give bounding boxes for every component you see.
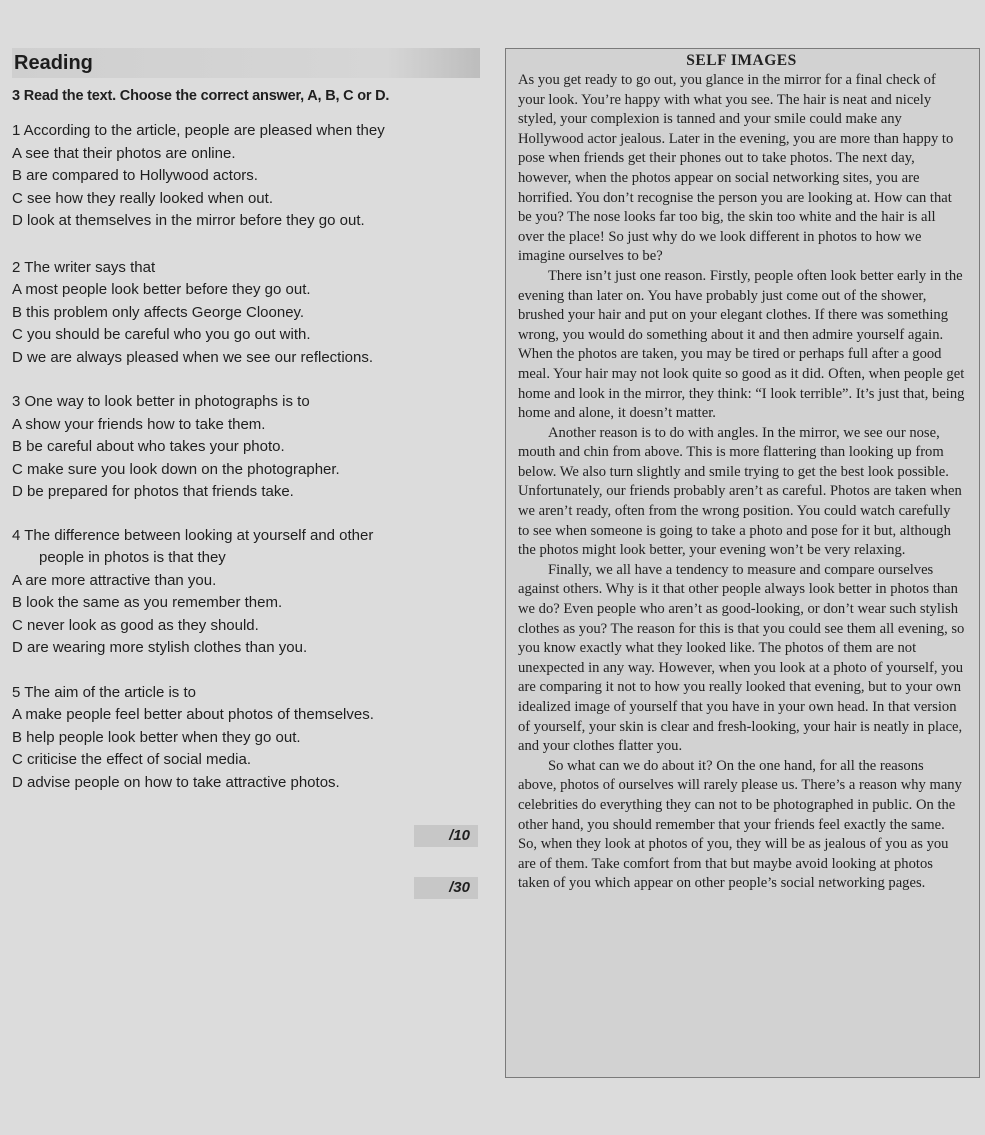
- article-title: SELF IMAGES: [686, 52, 797, 69]
- question-stem: 5 The aim of the article is to: [12, 683, 196, 701]
- option-a: A make people feel better about photos of themselves.: [12, 706, 374, 723]
- question-stem: 2 The writer says that: [12, 258, 156, 276]
- task-instruction: 3 Read the text. Choose the correct answer, A, B, C or D.: [12, 88, 390, 104]
- option-a: A are more attractive than you.: [12, 571, 217, 589]
- question-stem: 4 The difference between looking at yourself and other: [12, 526, 374, 544]
- article-paragraph-2: There isn’t just one reason. Firstly, people often look better early in the evening than later on. You have probably just come out of the shower, brushed your hair and put on your elegant clothes. If there was something wrong, you would do something about it and then admire yourself again. When the photos are taken, you may be tired or perhaps full after a good meal. Your hair may not look quite so good as it did. Often, when people get home and look in the mirror, they think: “I look terrible”. It’s just that, being home and alone, it doesn’t matter.: [518, 267, 965, 422]
- section-header-bar: [12, 48, 480, 78]
- option-d: D are wearing more stylish clothes than you.: [12, 639, 308, 656]
- option-b: B are compared to Hollywood actors.: [12, 167, 258, 184]
- article-paragraph-5: So what can we do about it? On the one hand, for all the reasons above, photos of ourselves will rarely please us. There’s a reason why many celebrities do everything they can not to be photographed in public. On the other hand, you should remember that your friends feel exactly the same. So, when they look at photos of you, they will be as jealous of you as you are of them. Take comfort from that but maybe avoid looking at photos taken of you which appear on other people’s social networking pages.: [518, 757, 962, 892]
- article-paragraph-4: Finally, we all have a tendency to measure and compare ourselves against others. Why is it that other people always look better in photos than we do? Even people who aren’t as good-looking, or don’t wear such stylish clothes as you? The reason for this is that you could see them all evening, so you know exactly what they looked like. The photos of them are not unexpected in any way. However, when you look at a photo of yourself, you are comparing it not to how you really looked that evening, but to your own idealized image of yourself that you have in your own head. In that version of yourself, your skin is clear and fresh-looking, your hair is neatly in place, and your clothes flatter you.: [518, 561, 965, 755]
- option-a: A most people look better before they go out.: [12, 281, 311, 298]
- option-c: C never look as good as they should.: [12, 616, 259, 634]
- question-1: [12, 120, 480, 233]
- option-b: B look the same as you remember them.: [12, 594, 283, 611]
- question-stem-continued: people in photos is that they: [39, 549, 226, 566]
- option-c: C you should be careful who you go out with.: [12, 326, 311, 343]
- article-paragraph-3: Another reason is to do with angles. In the mirror, we see our nose, mouth and chin from above. This is more flattering than looking up from below. We also turn slightly and smile trying to get the best look possible. Unfortunately, our friends probably aren’t as careful. Photos are taken when we aren’t ready, often from the wrong position. You could watch carefully to see when someone is going to take a photo and pose for it but, although the photos might look better, your evening won’t be very relaxing.: [518, 424, 962, 559]
- option-c: C see how they really looked when out.: [12, 189, 273, 207]
- question-5: [12, 682, 480, 795]
- option-c: C criticise the effect of social media.: [12, 751, 251, 768]
- article-paragraph-1: As you get ready to go out, you glance in the mirror for a final check of your look. You’re happy with what you see. The hair is neat and nicely styled, your complexion is tanned and your smile could make any Hollywood actor jealous. Later in the evening, you are more than happy to pose when friends get their phones out to take photos. The next day, however, when the photos appear on social networking sites, you are horrified. You don’t recognise the person you are looking at. How can that be you? The nose looks far too big, the skin too white and the hair is all over the place! So just why do we look different in photos to how we imagine ourselves to be?: [518, 72, 954, 265]
- article-box: [505, 48, 980, 1078]
- section-score-box: /10: [414, 825, 478, 847]
- reading-section: [12, 48, 480, 794]
- option-c: C make sure you look down on the photographer.: [12, 460, 340, 478]
- option-b: B be careful about who takes your photo.: [12, 438, 285, 455]
- option-a: A see that their photos are online.: [12, 144, 236, 162]
- option-b: B this problem only affects George Clooney.: [12, 303, 305, 321]
- question-4: [12, 525, 480, 660]
- option-d: D advise people on how to take attractive photos.: [12, 773, 340, 791]
- question-stem: 3 One way to look better in photographs is to: [12, 393, 310, 410]
- option-d: D look at themselves in the mirror before they go out.: [12, 212, 365, 229]
- option-d: D be prepared for photos that friends take.: [12, 483, 294, 500]
- section-title: Reading: [14, 52, 93, 74]
- option-d: D we are always pleased when we see our reflections.: [12, 348, 374, 366]
- total-score-box: /30: [414, 877, 478, 899]
- question-3: [12, 391, 480, 504]
- question-stem: 1 According to the article, people are pleased when they: [12, 122, 385, 139]
- option-a: A show your friends how to take them.: [12, 415, 266, 433]
- option-b: B help people look better when they go out.: [12, 728, 301, 746]
- question-2: [12, 257, 480, 370]
